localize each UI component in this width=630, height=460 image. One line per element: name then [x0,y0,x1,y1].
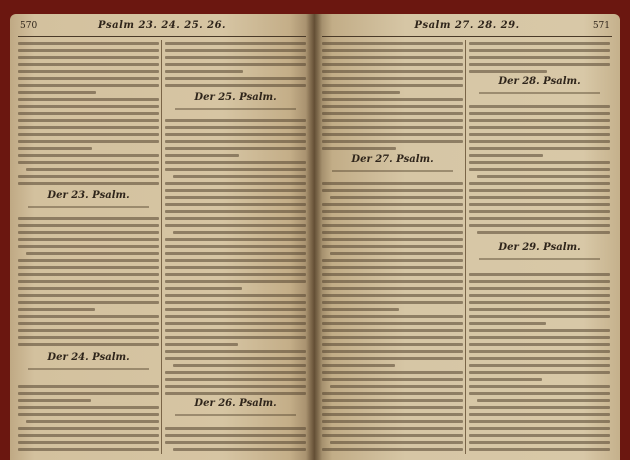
text-line [18,315,159,318]
text-line [469,322,546,325]
psalm-subtitle-line [479,258,600,260]
text-line [18,399,91,402]
text-line [322,280,463,283]
text-line [469,119,610,122]
text-line [165,357,306,360]
header-rule [18,36,306,37]
text-line [18,42,159,45]
text-line [469,287,610,290]
text-line [469,196,610,199]
text-line [165,315,306,318]
text-line [469,70,547,73]
text-line [322,301,463,304]
text-line [165,308,306,311]
text-line [322,105,463,108]
text-line [18,182,159,185]
text-line [165,427,306,430]
psalm-subtitle-line [175,414,296,416]
text-line [469,378,542,381]
text-line [469,406,610,409]
text-line [165,119,306,122]
text-line [322,287,463,290]
text-line [165,301,306,304]
text-line [18,266,159,269]
text-line [469,357,610,360]
header-rule [322,36,612,37]
right-page-header [324,18,610,34]
text-line [322,329,463,332]
text-line [322,147,396,150]
right-page [314,14,620,460]
text-line [469,371,610,374]
text-line [322,63,463,66]
text-line [330,385,463,388]
text-line [469,350,610,353]
text-line [18,70,159,73]
text-line [173,231,306,234]
text-line [469,112,610,115]
text-line [469,294,610,297]
text-line [173,175,306,178]
text-line [18,448,159,451]
text-line [18,280,159,283]
text-line [165,77,306,80]
left-column-1 [18,40,159,456]
text-line [165,350,306,353]
book-gutter [306,14,322,460]
text-line [18,133,159,136]
text-line [165,217,306,220]
text-line [322,399,463,402]
text-line [322,112,463,115]
text-line [469,140,610,143]
text-line [477,399,610,402]
text-line [165,441,306,444]
text-line [469,343,610,346]
text-line [165,126,306,129]
text-line [322,378,463,381]
text-line [18,231,159,234]
text-line [18,84,159,87]
text-line [469,336,610,339]
text-line [322,231,463,234]
psalm-title: Der 28. Psalm. [498,76,581,87]
text-line [18,126,159,129]
text-line [18,98,159,101]
text-line [18,77,159,80]
text-line [165,238,306,241]
text-line [165,147,306,150]
text-line [322,210,463,213]
text-line [18,119,159,122]
psalm-subtitle-line [28,206,149,208]
text-line [322,308,399,311]
text-line [469,168,610,171]
text-line [322,322,463,325]
text-line [165,343,238,346]
page-number: 570 [20,21,38,31]
text-line [322,343,463,346]
text-line [469,42,610,45]
text-line [322,203,463,206]
text-line [165,252,306,255]
text-line [18,112,159,115]
text-line [165,49,306,52]
text-line [322,357,463,360]
text-line [18,287,159,290]
text-line [469,161,610,164]
text-line [469,105,610,108]
text-line [165,196,306,199]
text-line [322,350,463,353]
text-line [165,371,306,374]
psalm-title: Der 23. Psalm. [47,190,130,201]
text-line [469,126,610,129]
left-page-header [20,18,304,34]
text-line [469,301,610,304]
text-line [165,259,306,262]
text-line [322,371,463,374]
column-divider [161,40,162,454]
text-line [18,413,159,416]
text-line [26,420,159,423]
text-line [165,434,306,437]
text-line [165,56,306,59]
text-line [18,63,159,66]
text-line [469,63,610,66]
text-line [165,273,306,276]
text-line [18,140,159,143]
running-title: Psalm 23. 24. 25. 26. [97,20,227,31]
text-line [322,448,463,451]
text-line [18,224,159,227]
text-line [18,406,159,409]
text-line [330,196,463,199]
text-line [165,322,306,325]
text-line [18,161,159,164]
text-line [322,238,463,241]
text-line [18,245,159,248]
text-line [165,168,306,171]
text-line [469,49,610,52]
text-line [165,182,306,185]
text-line [469,385,610,388]
text-line [165,280,306,283]
text-line [18,217,159,220]
text-line [18,322,159,325]
text-line [18,56,159,59]
text-line [18,336,159,339]
text-line [469,364,610,367]
text-line [322,217,463,220]
text-line [469,413,610,416]
text-line [18,441,159,444]
text-line [469,203,610,206]
text-line [322,126,463,129]
text-line [322,413,463,416]
text-line [469,133,610,136]
text-line [18,154,159,157]
text-line [469,273,610,276]
text-line [322,245,463,248]
text-line [322,77,463,80]
text-line [165,224,306,227]
psalm-subtitle-line [175,108,296,110]
text-line [165,203,306,206]
text-line [322,98,463,101]
psalm-title: Der 25. Psalm. [194,92,277,103]
text-line [469,448,610,451]
psalm-title: Der 26. Psalm. [194,398,277,409]
text-line [165,266,306,269]
text-line [18,385,159,388]
text-line [18,49,159,52]
text-line [165,154,239,157]
text-line [322,119,463,122]
text-line [322,420,463,423]
text-line [18,329,159,332]
text-line [469,224,610,227]
text-line [469,434,610,437]
text-line [322,91,400,94]
text-line [322,294,463,297]
psalm-title: Der 27. Psalm. [351,154,434,165]
text-line [165,161,306,164]
text-line [469,420,610,423]
text-line [165,140,306,143]
text-line [165,133,306,136]
text-line [322,189,463,192]
text-line [469,315,610,318]
text-line [322,224,463,227]
text-line [173,448,306,451]
text-line [165,392,306,395]
text-line [165,245,306,248]
text-line [330,441,463,444]
text-line [469,217,610,220]
text-line [469,189,610,192]
text-line [322,182,463,185]
psalm-title: Der 29. Psalm. [498,242,581,253]
text-line [469,392,610,395]
text-line [469,329,610,332]
text-line [18,301,159,304]
text-line [165,210,306,213]
text-line [322,70,463,73]
text-line [477,175,610,178]
text-line [330,252,463,255]
text-line [18,427,159,430]
text-line [18,238,159,241]
text-line [18,147,92,150]
text-line [469,308,610,311]
text-line [165,63,306,66]
text-line [477,231,610,234]
text-line [165,287,242,290]
text-line [322,364,395,367]
text-line [26,168,159,171]
text-line [18,259,159,262]
text-line [322,56,463,59]
text-line [18,308,95,311]
right-column-1 [322,40,463,456]
psalm-title: Der 24. Psalm. [47,352,130,363]
left-page [10,14,314,460]
text-line [165,84,306,87]
text-line [18,392,159,395]
page-number: 571 [592,21,610,31]
text-line [469,441,610,444]
text-line [18,343,159,346]
text-line [469,280,610,283]
text-line [322,392,463,395]
text-line [322,336,463,339]
text-line [165,378,306,381]
text-line [322,140,463,143]
text-line [165,329,306,332]
text-line [18,434,159,437]
text-line [322,406,463,409]
text-line [322,273,463,276]
right-column-2 [469,40,610,456]
text-line [322,434,463,437]
text-line [469,147,610,150]
text-line [469,427,610,430]
text-line [26,252,159,255]
column-divider [465,40,466,454]
text-line [322,259,463,262]
left-column-2 [165,40,306,456]
psalm-subtitle-line [28,368,149,370]
psalm-subtitle-line [332,170,453,172]
text-line [165,189,306,192]
text-line [322,42,463,45]
text-line [18,105,159,108]
text-line [165,70,243,73]
text-line [18,175,159,178]
text-line [165,42,306,45]
text-line [469,56,610,59]
text-line [322,427,463,430]
text-line [322,84,463,87]
text-line [469,154,543,157]
text-line [18,294,159,297]
text-line [322,315,463,318]
text-line [322,133,463,136]
text-line [165,385,306,388]
text-line [18,91,96,94]
text-line [322,49,463,52]
psalm-subtitle-line [479,92,600,94]
text-line [173,364,306,367]
text-line [469,182,610,185]
text-line [469,210,610,213]
text-line [165,294,306,297]
text-line [322,266,463,269]
text-line [165,336,306,339]
text-line [18,273,159,276]
running-title: Psalm 27. 28. 29. [414,20,520,31]
